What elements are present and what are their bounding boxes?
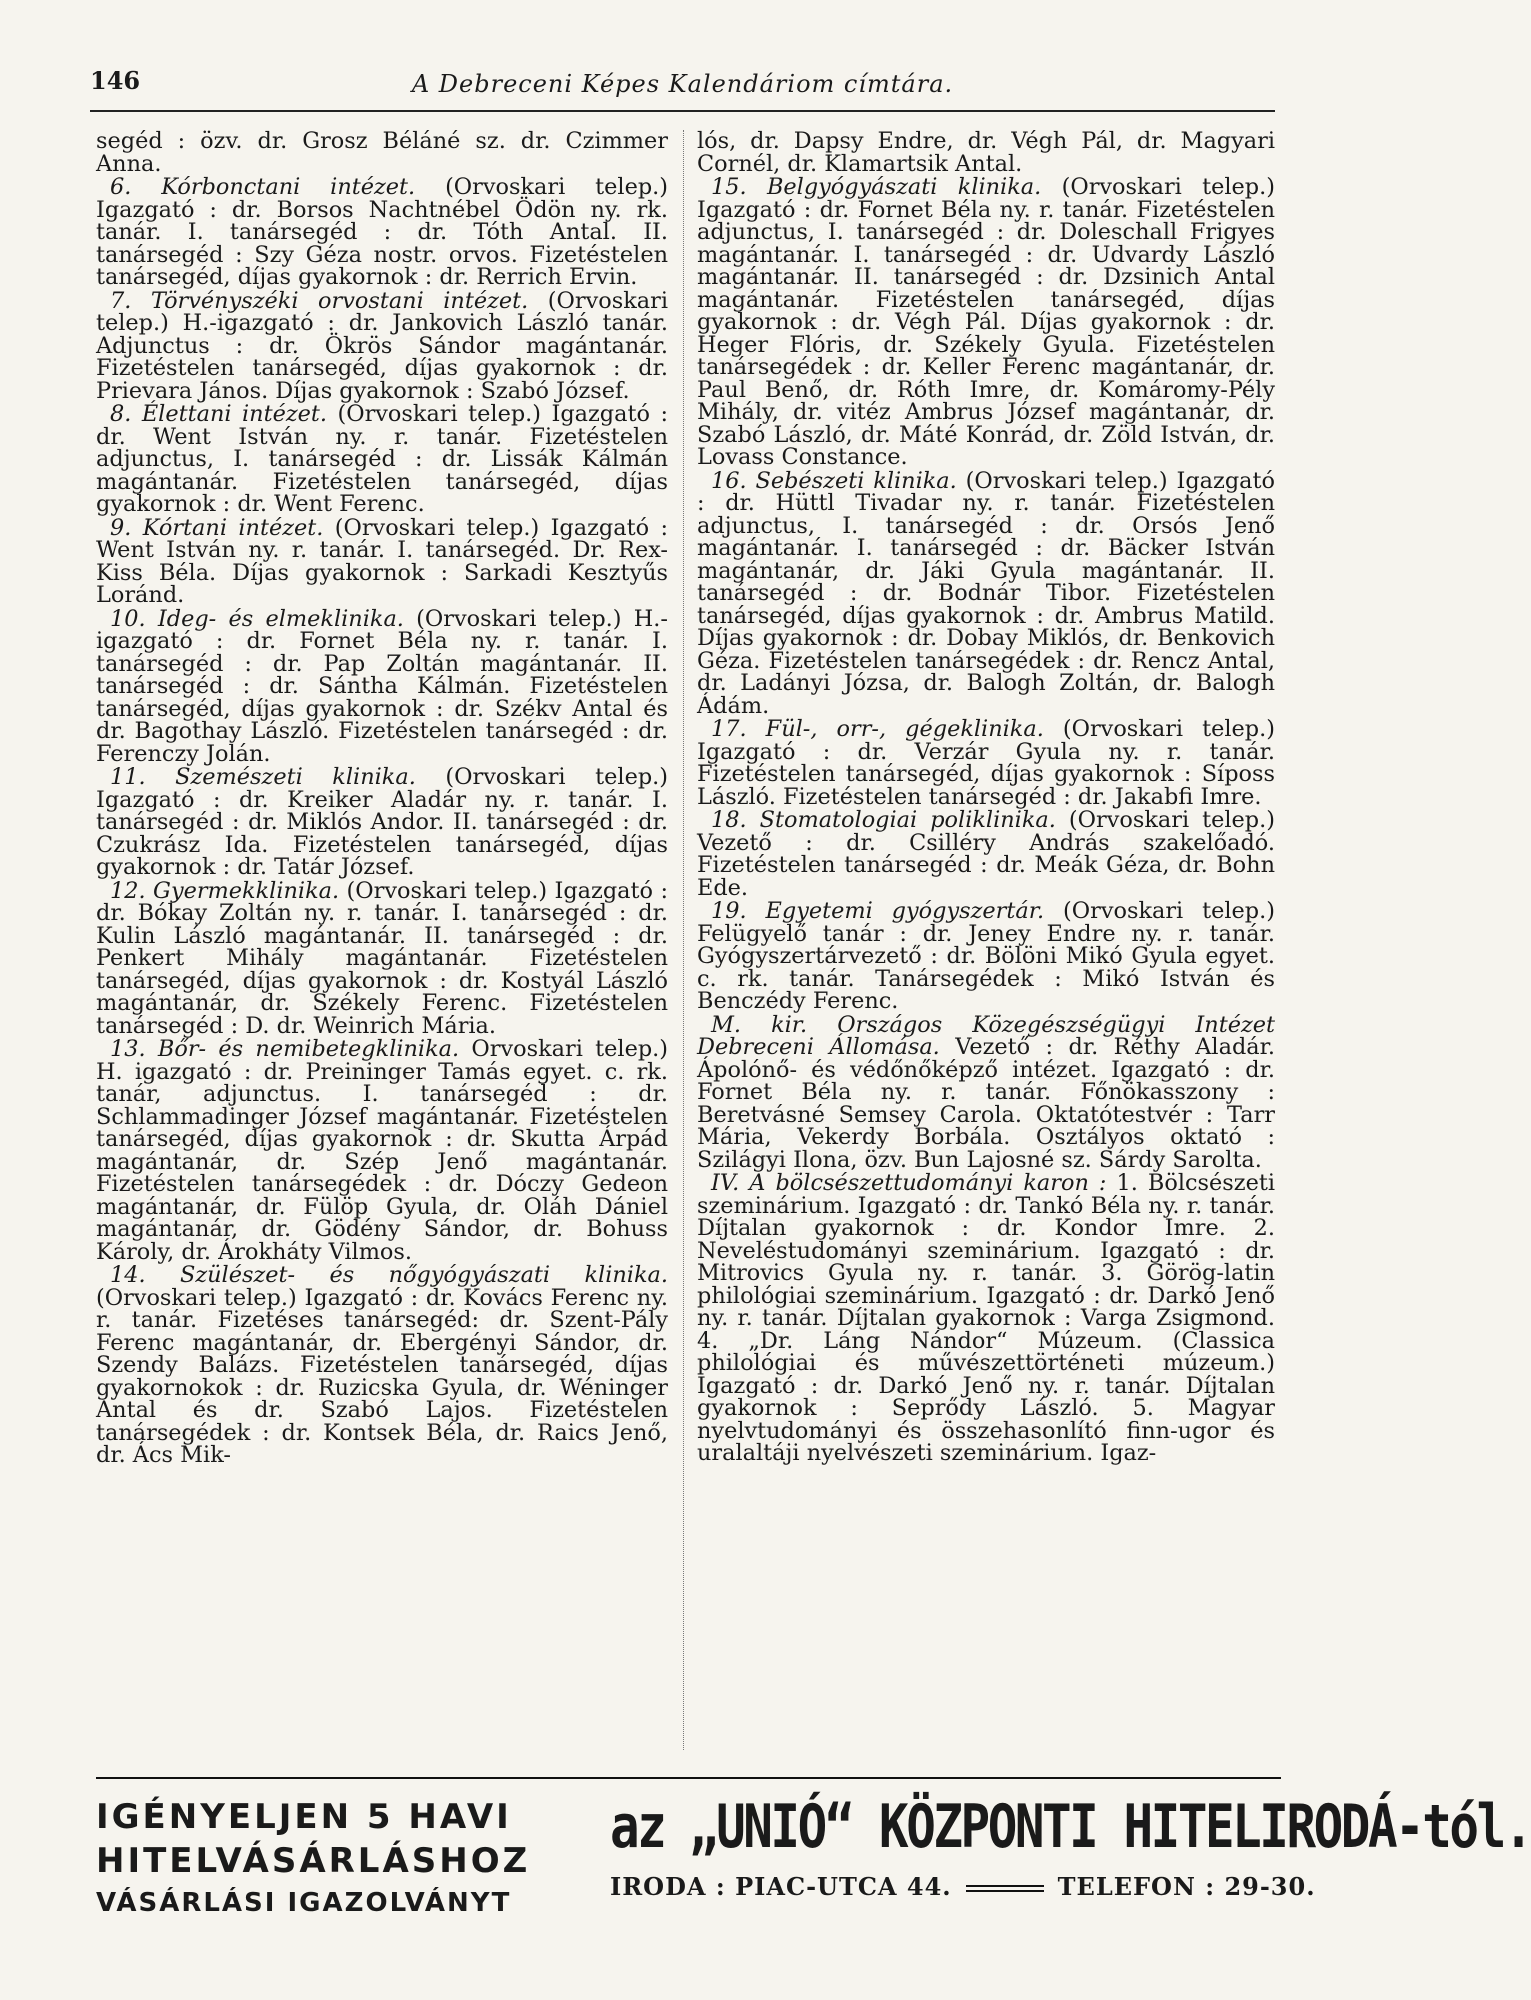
page-number: 146 — [90, 66, 141, 95]
entry-text: segéd : özv. dr. Grosz Béláné sz. dr. Czimmer Anna. — [96, 128, 668, 177]
directory-entry — [96, 877, 668, 1039]
entry-text: 1. Bölcsészeti szeminárium. Igazgató : dr. Tankó Béla ny. r. tanár. Díjtalan gyakornok : dr. Kondor Imre. 2. Neveléstudományi szeminárium. Igazgató : dr. Mitrovics Gyula ny. r. tanár. 3. Görög-latin philológiai szeminárium. Igazgató : dr. Darkó Jenő ny. r. tanár. Díjtalan gyakornok : Varga Zsigmond. 4. „Dr. Láng Nándor“ Múzeum. (Classica philológiai és művészettörténeti múzeum.) Igazgató : dr. Darkó Jenő ny. r. tanár. Díjtalan gyakornok : Seprődy László. 5. Magyar nyelvtudományi és összehasonlító finn-ugor és uralaltáji nyelvészeti szeminárium. Igaz- — [697, 1170, 1275, 1466]
entry-text: Orvoskari telep.) H. igazgató : dr. Preininger Tamás egyet. c. rk. tanár, adjunctus. I. tanársegéd : dr. Schlammadinger József magántanár. Fizetéstelen tanársegéd, díjas gyakornok : dr. Skutta Árpád magántanár, dr. Szép Jenő magántanár. Fizetéstelen tanársegédek : dr. Dóczy Gedeon magántanár, dr. Fülöp Gyula, dr. Oláh Dániel magántanár, dr. Gödény Sándor, dr. Bohuss Károly, dr. Árokháty Vilmos. — [96, 1036, 669, 1265]
directory-entry — [697, 718, 1275, 808]
entry-title: 10. Ideg- és elmeklinika. — [110, 605, 404, 632]
entry-title: 7. Törvényszéki orvostani intézet. — [110, 287, 529, 314]
ad-headline — [610, 1785, 1531, 1869]
directory-entry — [697, 176, 1275, 469]
entry-title: 18. Stomatologiai poliklinika. — [711, 807, 1056, 833]
entry-text: (Orvoskari telep.) Igazgató : dr. Kreiker Aladár ny. r. tanár. I. tanársegéd : dr. Miklós Andor. II. tanársegéd : dr. Czukrász Ida. Fizetéstelen tanársegéd, díjas gyakornok : dr. Tatár József. — [96, 764, 669, 880]
entry-text: (Orvoskari telep.) Igazgató : dr. Fornet Béla ny. r. tanár. Fizetéstelen adjunctus, I. tanársegéd : dr. Doleschall Frigyes magántanár. I. tanársegéd : dr. Udvardy László magántanár. II. tanársegéd : dr. Dzsinich Antal magántanár. Fizetéstelen tanársegéd, díjas gyakornok : dr. Végh Pál. Díjas gyakornok : dr. Heger Flóris, dr. Székely Gyula. Fizetéstelen tanársegédek : dr. Keller Ferenc magántanár, dr. Paul Benő, dr. Róth Imre, dr. Komáromy-Pély Mihály, dr. vitéz Ambrus József magántanár, dr. Szabó László, dr. Máté Konrád, dr. Zöld István, dr. Lovass Constance. — [697, 174, 1275, 470]
entry-text: (Orvoskari telep.) Igazgató : dr. Went István ny. r. tanár. Fizetéstelen adjunctus, I. tanársegéd : dr. Lissák Kálmán magántanár. Fizetéstelen tanársegéd, díjas gyakornok : dr. Went Ferenc. — [96, 401, 668, 517]
continued-text — [697, 130, 1275, 175]
entry-text: (Orvoskari telep.) Felügyelő tanár : dr. Jeney Endre ny. r. tanár. Gyógyszertárvezető : dr. Bölöni Mikó Gyula egyet. c. rk. tanár. Tanársegédek : Mikó István és Benczédy Ferenc. — [697, 898, 1275, 1014]
entry-title: 19. Egyetemi gyógyszertár. — [711, 898, 1045, 924]
entry-text: (Orvoskari telep.) Igazgató : dr. Hüttl Tivadar ny. r. tanár. Fizetéstelen adjunctus, I. tanársegéd : dr. Orsós Jenő magántanár. I. tanársegéd : dr. Bäcker István magántanár, dr. Jáki Gyula magántanár. II. tanársegéd : dr. Bodnár Tibor. Fizetéstelen tanársegéd, díjas gyakornok : dr. Ambrus Matild. Díjas gyakornok : dr. Dobay Miklós, dr. Benkovich Géza. Fizetéstelen tanársegédek : dr. Rencz Antal, dr. Ladányi Józsa, dr. Balogh Zoltán, dr. Balogh Ádám. — [697, 467, 1275, 719]
directory-entry — [96, 766, 668, 879]
column-divider — [683, 130, 685, 1750]
entry-title: IV. A bölcsészettudományi karon : — [711, 1170, 1107, 1196]
entry-title: 6. Kórbonctani intézet. — [110, 174, 416, 200]
directory-entry — [96, 1264, 668, 1467]
directory-entry — [697, 1011, 1275, 1173]
directory-entry — [697, 809, 1275, 899]
ad-double-rule — [966, 1885, 1044, 1892]
page-header — [90, 60, 1275, 112]
directory-entry — [697, 900, 1275, 1013]
directory-entry — [96, 605, 668, 767]
entry-text: (Orvoskari telep.) Igazgató : dr. Bókay Zoltán ny. r. tanár. I. tanársegéd : dr. Kulin László magántanár. II. tanársegéd : dr. Penkert Mihály magántanár. Fizetéstelen tanársegéd, díjas gyakornok : dr. Kostyál László magántanár, dr. Székely Ferenc. Fizetéstelen tanársegéd : D. dr. Weinrich Mária. — [96, 877, 668, 1039]
entry-title: 9. Kórtani intézet. — [110, 514, 324, 541]
advertisement-rule — [96, 1777, 1281, 1779]
ad-phone: TELEFON : 29-30. — [1057, 1872, 1316, 1901]
entry-text: (Orvoskari telep.) Igazgató : dr. Borsos Nachtnébel Ödön ny. rk. tanár. I. tanársegéd : dr. Tóth Antal. II. tanársegéd : Szy Géza nostr. orvos. Fizetéstelen tanársegéd, díjas gyakornok : dr. Rerrich Ervin. — [96, 174, 669, 290]
directory-entry — [96, 287, 668, 404]
entry-title: 13. Bőr- és nemibetegklinika. — [110, 1036, 460, 1062]
continued-text — [96, 130, 668, 175]
ad-line-3: VÁSÁRLÁSI IGAZOLVÁNYT — [96, 1888, 512, 1918]
entry-title: 8. Élettani intézet. — [110, 401, 327, 427]
entry-text: (Orvoskari telep.) H.-igazgató : dr. Fornet Béla ny. r. tanár. I. tanársegéd : dr. Pap Zoltán magántanár. II. tanársegéd : dr. Sántha Kálmán. Fizetéstelen tanársegéd, díjas gyakornok : dr. Székv Antal és dr. Bagothay László. Fizetéstelen tanársegéd : dr. Ferenczy Jolán. — [96, 605, 668, 767]
directory-entry — [96, 176, 668, 289]
entry-title: 16. Sebészeti klinika. — [711, 467, 957, 494]
entry-title: M. kir. Országos Közegészségügyi Intézet Debreceni Állomása. — [697, 1011, 1275, 1060]
entry-text: (Orvoskari telep.) Vezető : dr. Csilléry András szakelőadó. Fizetéstelen tanársegéd : dr. Meák Géza, dr. Bohn Ede. — [697, 807, 1275, 901]
entry-text: Vezető : dr. Réthy Aladár. Ápolónő- és védőnőképző intézet. Igazgató : dr. Fornet Béla ny. r. tanár. Főnökasszony : Beretvásné Semsey Carola. Oktatótestvér : Tarr Mária, Vekerdy Borbála. Osztályos oktató : Szilágyi Ilona, özv. Bun Lajosné sz. Sárdy Sarolta. — [697, 1034, 1275, 1173]
entry-title: 17. Fül-, orr-, gégeklinika. — [711, 716, 1044, 742]
left-column — [96, 130, 668, 1750]
entry-title: 15. Belgyógyászati klinika. — [711, 174, 1042, 200]
entry-text: (Orvoskari telep.) Igazgató : dr. Kovács Ferenc ny. r. tanár. Fizetéses tanársegéd: dr. Szent-Pály Ferenc magántanár, dr. Ebergényi Sándor, dr. Szendy Balázs. Fizetéstelen tanársegéd, díjas gyakornokok : dr. Ruzicska Gyula, dr. Wéninger Antal és dr. Szabó Lajos. Fizetéstelen tanársegédek : dr. Kontsek Béla, dr. Raics Jenő, dr. Ács Mik- — [96, 1284, 668, 1468]
ad-office: IRODA : PIAC-UTCA 44. — [610, 1872, 952, 1901]
entry-text: lós, dr. Dapsy Endre, dr. Végh Pál, dr. Magyari Cornél, dr. Klamartsik Antal. — [697, 128, 1275, 177]
directory-entry — [697, 467, 1275, 719]
entry-text: (Orvoskari telep.) Igazgató : dr. Verzár Gyula ny. r. tanár. Fizetéstelen tanársegéd, díjas gyakornok : Síposs László. Fizetéstelen tanársegéd : dr. Jakabfi Imre. — [697, 716, 1275, 810]
ad-line-2: HITELVÁSÁRLÁSHOZ — [96, 1841, 531, 1881]
entry-title: 12. Gyermekklinika. — [110, 877, 340, 904]
entry-text: (Orvoskari telep.) H.-igazgató : dr. Jankovich László tanár. Adjunctus : dr. Ökrös Sándor magántanár. Fizetéstelen tanársegéd, díjas gyakornok : dr. Prievara János. Díjas gyakornok : Szabó József. — [96, 287, 668, 404]
advertisement-right — [610, 1785, 1531, 1905]
directory-entry — [96, 1038, 668, 1263]
ad-contact — [610, 1869, 1316, 1905]
ad-az: az — [610, 1792, 665, 1862]
entry-title: 14. Szülészet- és nőgyógyászati klinika. — [110, 1262, 668, 1288]
right-column — [697, 130, 1275, 1750]
entry-text: (Orvoskari telep.) Igazgató : Went István ny. r. tanár. I. tanársegéd. Dr. Rex-Kiss Béla. Díjas gyakornok : Sarkadi Kesztyűs Loránd. — [96, 514, 668, 608]
ad-line-1: IGÉNYELJEN 5 HAVI — [96, 1797, 512, 1837]
directory-entry — [96, 403, 668, 516]
entry-title: 11. Szemészeti klinika. — [110, 764, 416, 790]
advertisement-left — [96, 1795, 596, 1923]
ad-company: „UNIÓ“ KÖZPONTI HITELIRODÁ-tól. — [688, 1792, 1531, 1862]
directory-entry — [697, 1172, 1275, 1465]
running-title: A Debreceni Képes Kalendáriom címtára. — [411, 70, 954, 98]
directory-entry — [96, 514, 668, 608]
